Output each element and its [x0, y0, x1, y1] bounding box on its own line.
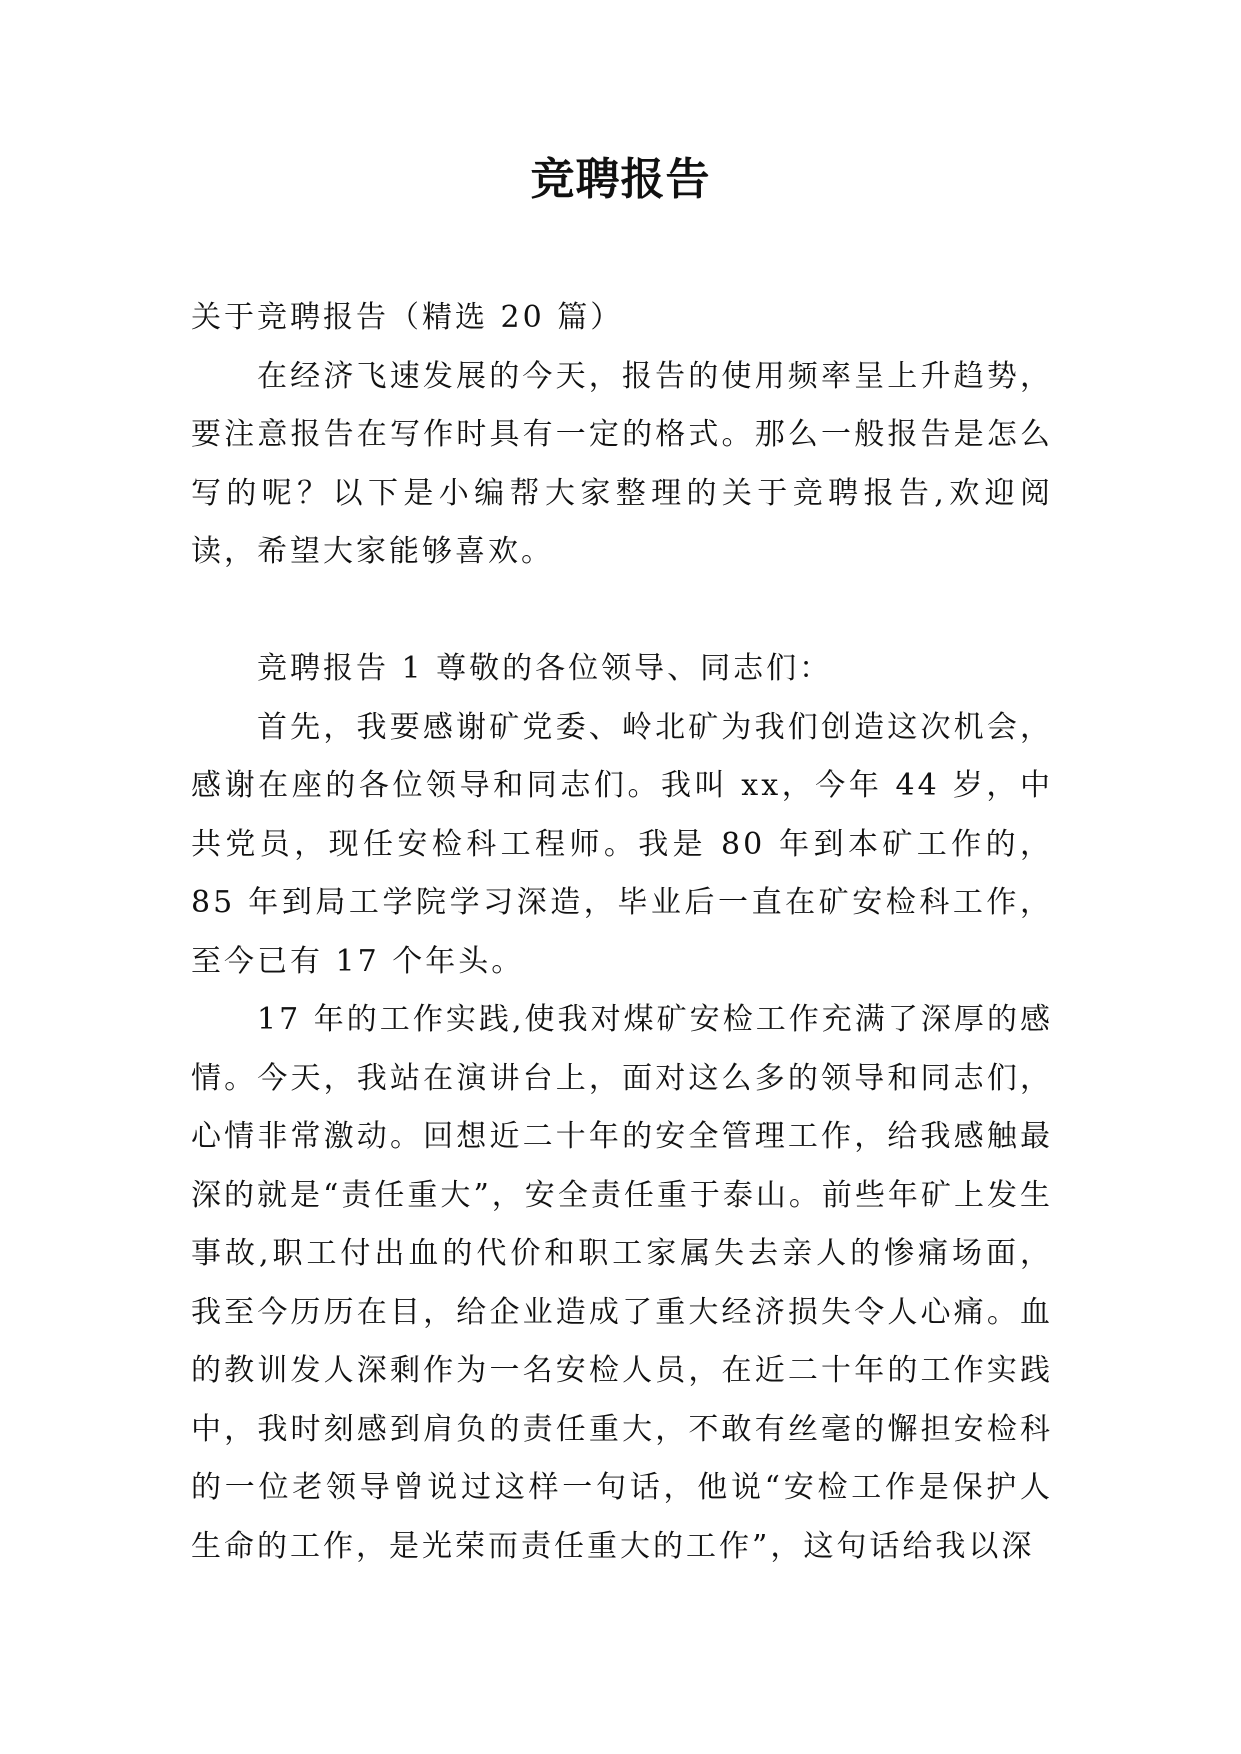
document-title: 竞聘报告: [530, 154, 711, 205]
paragraph-spacer: [191, 582, 1053, 641]
document-subtitle: 关于竞聘报告（精选 20 篇）: [191, 300, 624, 335]
body-paragraph-1: 首先，我要感谢矿党委、岭北矿为我们创造这次机会，感谢在座的各位领导和同志们。我叫 xx，今年 44 岁，中共党员，现任安检科工程师。我是 80 年到本矿工作的，85 年到局工学院学习深造，毕业后一直在矿安检科工作，至今已有 17 个年头。: [191, 709, 1053, 979]
section-heading: 竞聘报告 1 尊敬的各位领导、同志们：: [257, 651, 833, 686]
document-body: [191, 289, 1053, 1576]
body-paragraph-2: 17 年的工作实践,使我对煤矿安检工作充满了深厚的感情。今天，我站在演讲台上，面对这么多的领导和同志们，心情非常激动。回想近二十年的安全管理工作，给我感触最深的就是“责任重大”，安全责任重于泰山。前些年矿上发生事故,职工付出血的代价和职工家属失去亲人的惨痛场面，我至今历历在目，给企业造成了重大经济损失令人心痛。血的教训发人深剩作为一名安检人员，在近二十年的工作实践中，我时刻感到肩负的责任重大，不敢有丝毫的懈担安检科的一位老领导曾说过这样一句话，他说“安检工作是保护人生命的工作，是光荣而责任重大的工作”，这句话给我以深: [191, 1002, 1053, 1564]
intro-paragraph: 在经济飞速发展的今天，报告的使用频率呈上升趋势，要注意报告在写作时具有一定的格式。那么一般报告是怎么写的呢？以下是小编帮大家整理的关于竞聘报告,欢迎阅读，希望大家能够喜欢。: [191, 358, 1053, 569]
